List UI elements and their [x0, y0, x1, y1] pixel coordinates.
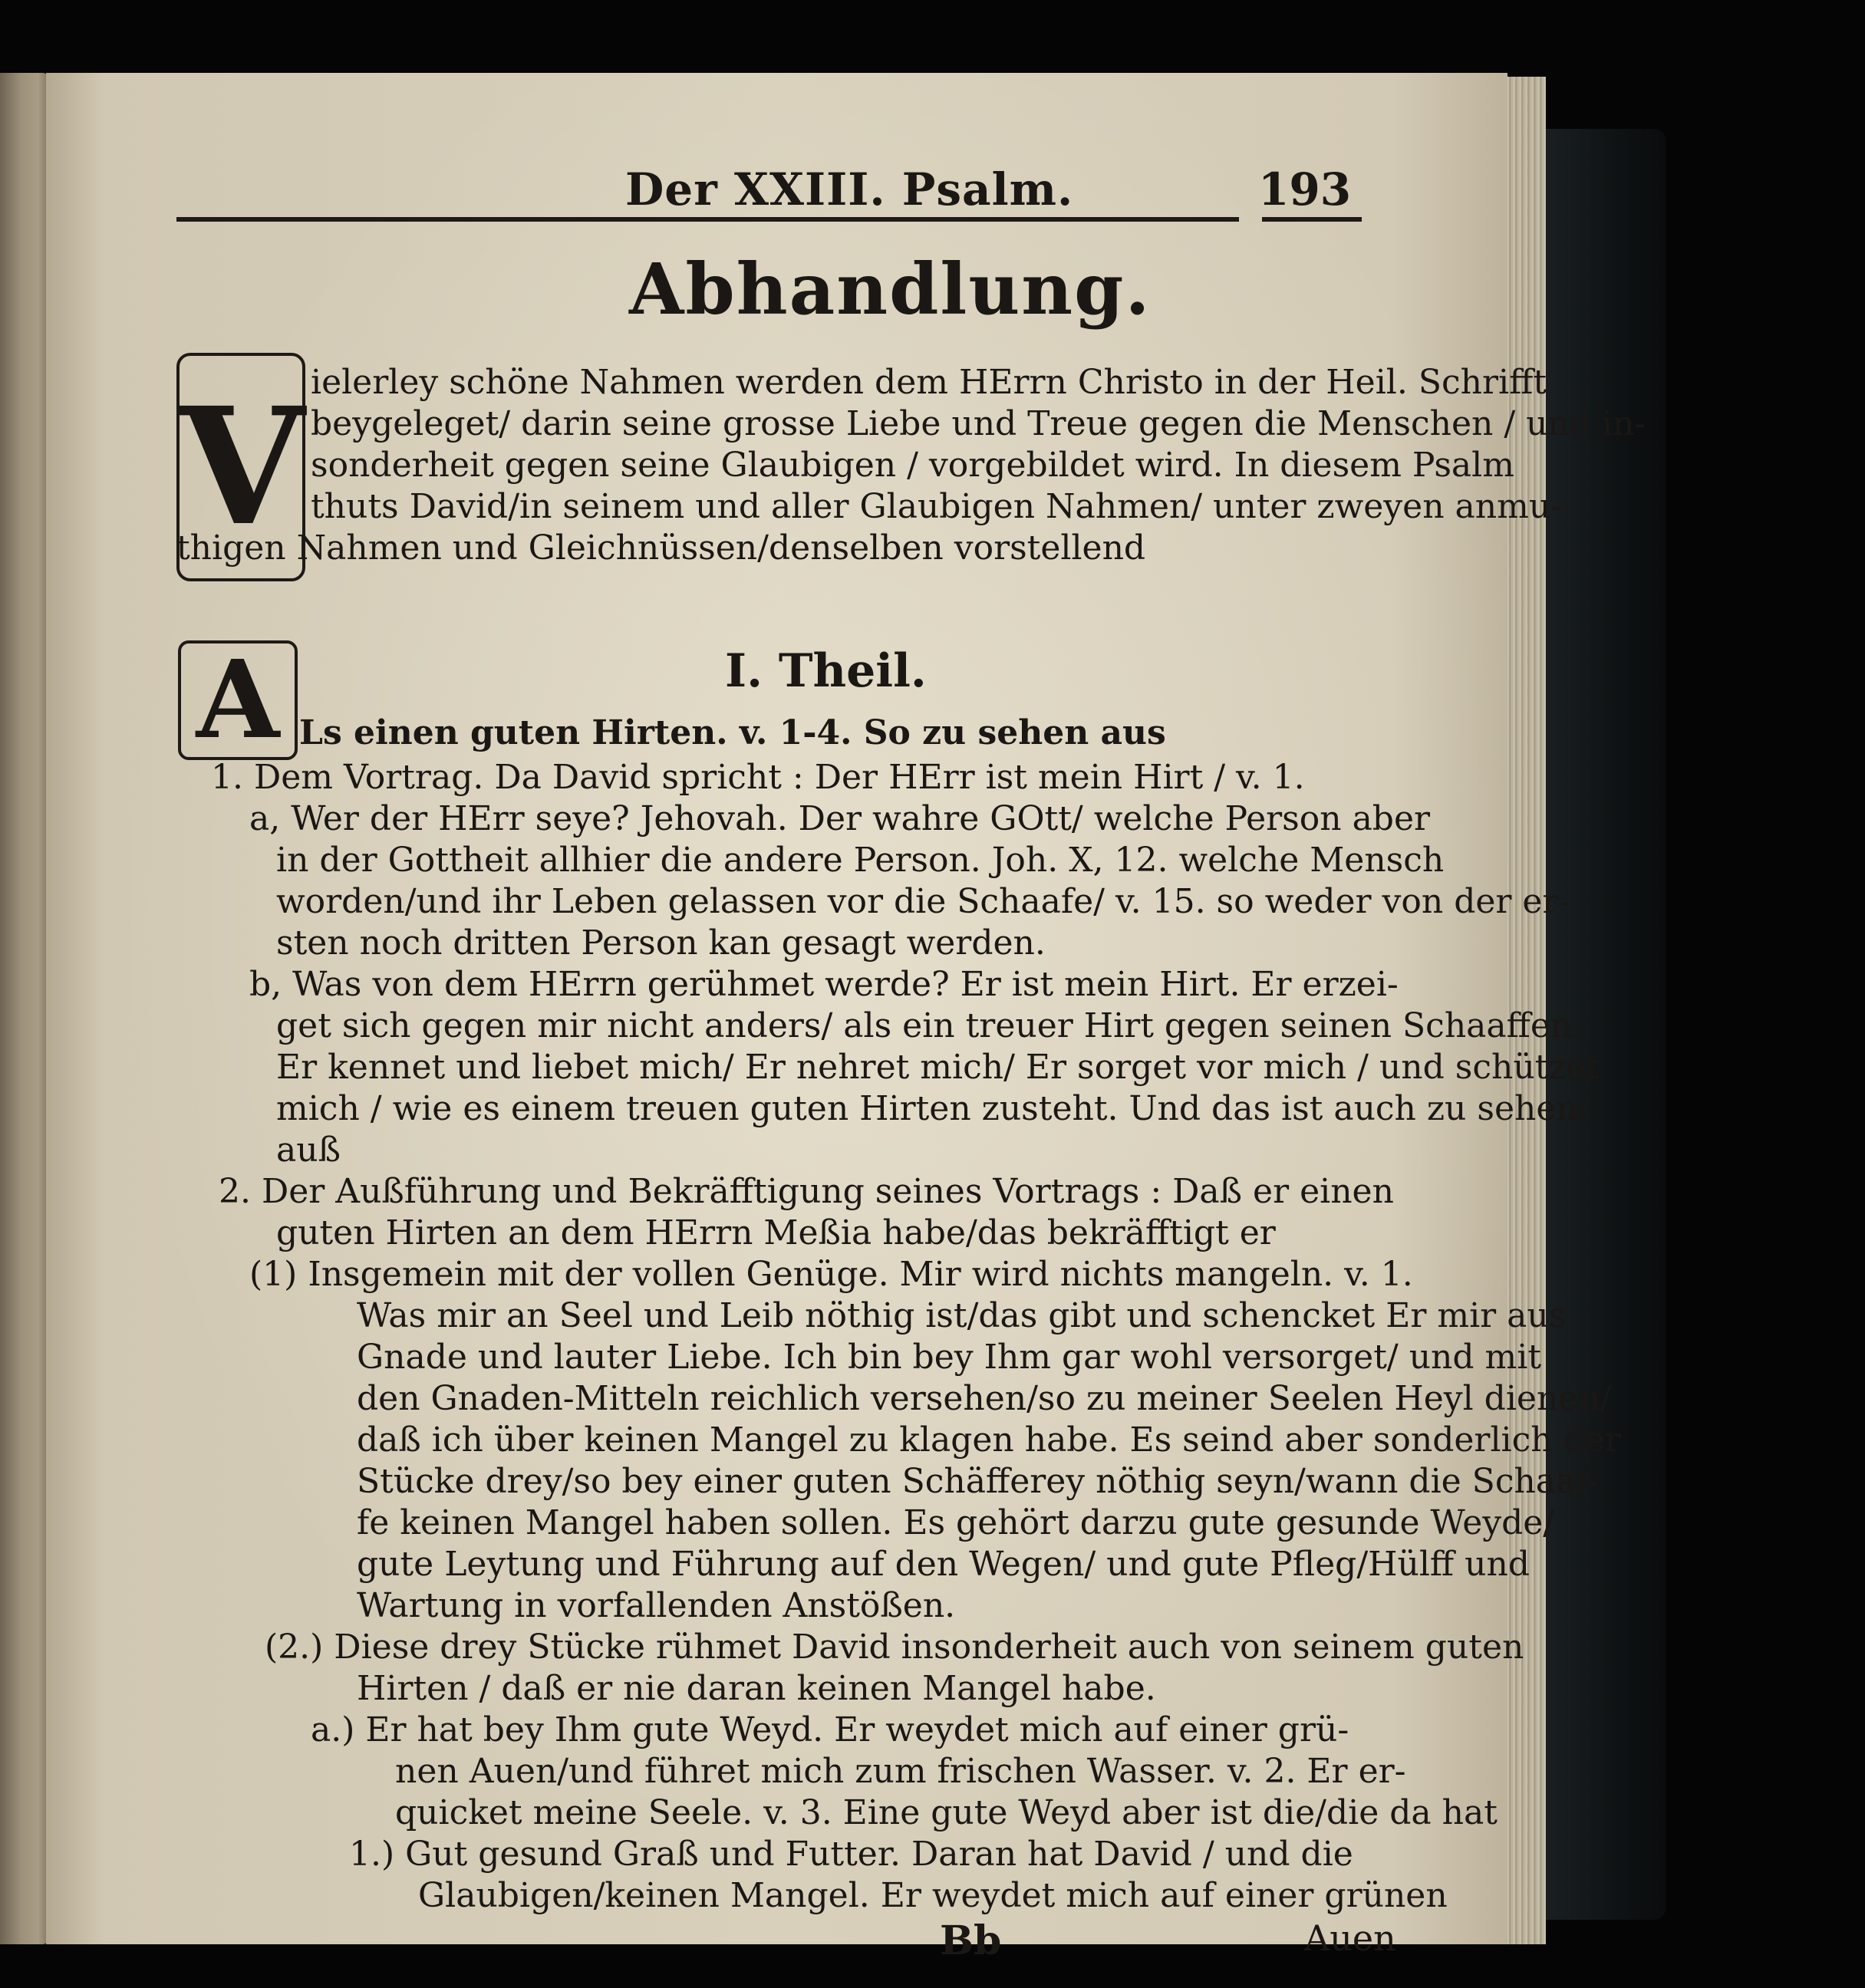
- text-line: 1.) Gut gesund Graß und Futter. Daran hat David / und die: [349, 1835, 1353, 1874]
- text-line: 1. Dem Vortrag. Da David spricht : Der HErr ist mein Hirt / v. 1.: [211, 758, 1305, 797]
- text-line: sten noch dritten Person kan gesagt werden.: [276, 923, 1046, 963]
- text-line: worden/und ihr Leben gelassen vor die Schaafe/ v. 15. so weder von der er-: [276, 882, 1570, 921]
- text-line: Stücke drey/so bey einer guten Schäfferey nöthig seyn/wann die Schaaf-: [357, 1462, 1599, 1501]
- text-line: daß ich über keinen Mangel zu klagen habe. Es seind aber sonderlich der: [357, 1420, 1621, 1460]
- signature-mark: Bb: [940, 1917, 1002, 1964]
- text-line: Wartung in vorfallenden Anstößen.: [357, 1586, 956, 1625]
- header-rule: [176, 217, 1239, 222]
- text-line: get sich gegen mir nicht anders/ als ein treuer Hirt gegen seinen Schaaffen.: [276, 1006, 1583, 1045]
- text-line: (2.) Diese drey Stücke rühmet David insonderheit auch von seinem guten: [265, 1628, 1524, 1667]
- facing-page-edge: [0, 73, 48, 1944]
- page-title: Abhandlung.: [629, 248, 1152, 331]
- intro-line: thigen Nahmen und Gleichnüssen/denselben vorstellend: [176, 528, 1146, 568]
- book-page: [46, 73, 1646, 1964]
- decorated-initial-v: V: [176, 353, 305, 581]
- section-first-line: Ls einen guten Hirten. v. 1-4. So zu sehen aus: [299, 713, 1166, 752]
- running-head: Der XXIII. Psalm.: [625, 163, 1074, 216]
- text-line: Hirten / daß er nie daran keinen Mangel habe.: [357, 1669, 1156, 1708]
- page-number: 193: [1258, 163, 1352, 216]
- text-line: auß: [276, 1131, 341, 1170]
- text-line: in der Gottheit allhier die andere Person. Joh. X, 12. welche Mensch: [276, 841, 1445, 880]
- decorated-initial-a: A: [178, 640, 298, 760]
- text-line: Glaubigen/keinen Mangel. Er weydet mich auf einer grünen: [418, 1876, 1448, 1915]
- intro-line: beygeleget/ darin seine grosse Liebe und Treue gegen die Menschen / und in-: [311, 404, 1646, 443]
- text-line: quicket meine Seele. v. 3. Eine gute Weyd aber ist die/die da hat: [395, 1793, 1498, 1832]
- text-line: a, Wer der HErr seye? Jehovah. Der wahre GOtt/ welche Person aber: [249, 799, 1431, 838]
- intro-line: ielerley schöne Nahmen werden dem HErrn Christo in der Heil. Schrifft: [311, 363, 1547, 402]
- intro-line: thuts David/in seinem und aller Glaubigen Nahmen/ unter zweyen anmu-: [311, 487, 1563, 526]
- text-line: fe keinen Mangel haben sollen. Es gehört darzu gute gesunde Weyde/: [357, 1503, 1555, 1542]
- intro-line: sonderheit gegen seine Glaubigen / vorgebildet wird. In diesem Psalm: [311, 446, 1514, 485]
- text-line: Gnade und lauter Liebe. Ich bin bey Ihm gar wohl versorget/ und mit: [357, 1338, 1542, 1377]
- text-line: mich / wie es einem treuen guten Hirten zusteht. Und das ist auch zu sehen/: [276, 1089, 1590, 1128]
- section-title: I. Theil.: [725, 644, 927, 698]
- text-line: nen Auen/und führet mich zum frischen Wasser. v. 2. Er er-: [395, 1752, 1406, 1791]
- text-line: gute Leytung und Führung auf den Wegen/ und gute Pfleg/Hülff und: [357, 1545, 1531, 1584]
- text-line: den Gnaden-Mitteln reichlich versehen/so zu meiner Seelen Heyl dienen/: [357, 1379, 1612, 1418]
- text-line: Was mir an Seel und Leib nöthig ist/das gibt und schencket Er mir aus: [357, 1296, 1567, 1335]
- text-line: b, Was von dem HErrn gerühmet werde? Er ist mein Hirt. Er erzei-: [249, 965, 1399, 1004]
- header-rule-short: [1262, 217, 1362, 222]
- text-line: 2. Der Außführung und Bekräfftigung seines Vortrags : Daß er einen: [219, 1172, 1394, 1211]
- text-line: (1) Insgemein mit der vollen Genüge. Mir wird nichts mangeln. v. 1.: [249, 1255, 1413, 1294]
- text-line: a.) Er hat bey Ihm gute Weyd. Er weydet mich auf einer grü-: [311, 1710, 1349, 1749]
- text-line: Er kennet und liebet mich/ Er nehret mich/ Er sorget vor mich / und schützet: [276, 1048, 1600, 1087]
- catchword: Auen: [1304, 1917, 1396, 1959]
- text-line: guten Hirten an dem HErrn Meßia habe/das bekräfftigt er: [276, 1213, 1276, 1252]
